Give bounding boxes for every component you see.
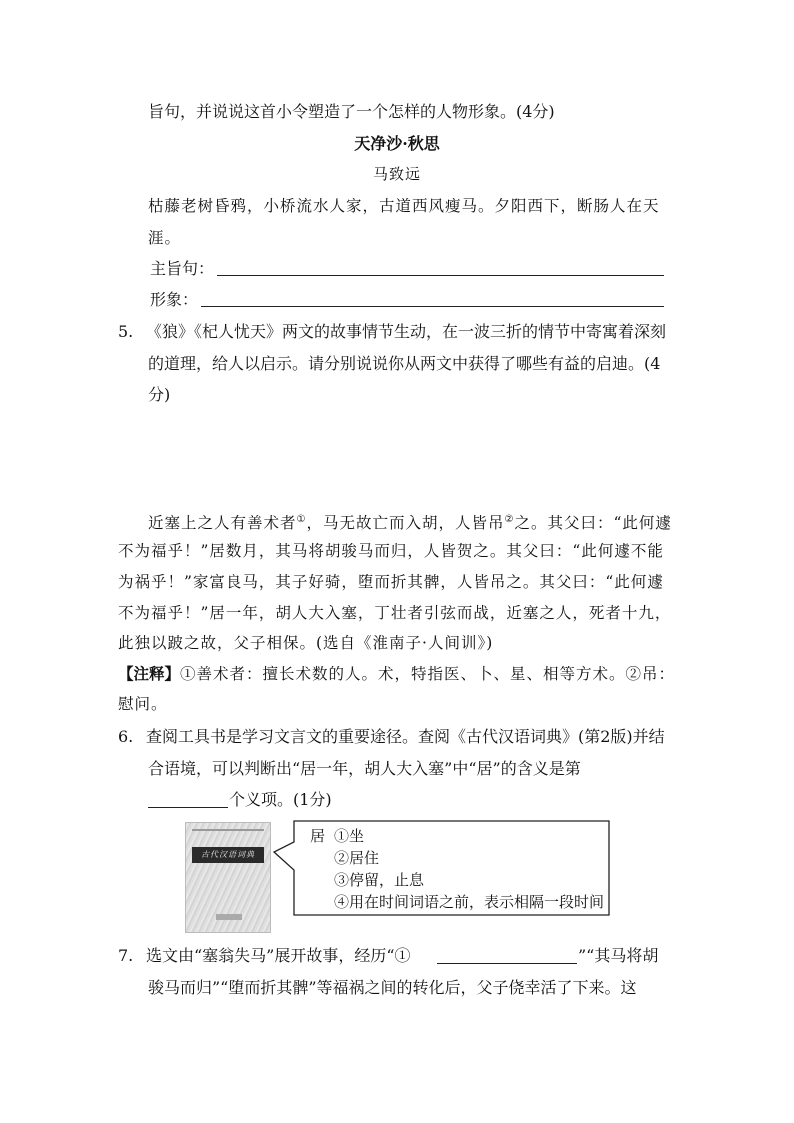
- footnote-marker-1: ①: [296, 514, 307, 525]
- annotation-text: ①善术者：擅长术数的人。术，特指医、卜、星、相等方术。②吊：: [180, 665, 676, 683]
- question-5-line-3: 分): [148, 385, 171, 404]
- passage-text: 近塞上之人有善术者: [148, 514, 297, 533]
- question-7-line-1-start: 选文由“塞翁失马”展开故事，经历“①: [146, 946, 411, 965]
- poem-line-2: 涯。: [148, 229, 182, 247]
- theme-sentence-label: 主旨句：: [150, 259, 215, 278]
- passage-text: ，马无故亡而入胡，人皆吊: [306, 514, 505, 533]
- cover-rule: [192, 829, 264, 831]
- poem-line-1: 枯藤老树昏鸦，小桥流水人家，古道西风瘦马。夕阳西下，断肠人在天: [148, 197, 660, 215]
- footnote-marker-2: ②: [504, 514, 515, 525]
- dictionary-sense-1: ①坐: [334, 827, 365, 845]
- cover-publisher-mark: [216, 914, 242, 920]
- passage-text: 之。其父曰：“此何遽: [514, 514, 672, 533]
- dictionary-headword: 居: [310, 827, 326, 845]
- annotation-label: 【注释】: [118, 664, 181, 683]
- question-6-line-2: 合语境，可以判断出“居一年，胡人大入塞”中“居”的含义是第: [148, 759, 581, 778]
- q4-prompt-continuation: 旨句，并说说这首小令塑造了一个怎样的人物形象。(4分): [148, 102, 555, 121]
- question-5-line-2: 的道理，给人以启示。请分别说说你从两文中获得了哪些有益的启迪。(4: [148, 354, 661, 373]
- question-6-number: 6.: [118, 727, 134, 746]
- poem-title: 天净沙·秋思: [354, 134, 440, 153]
- passage-line-1: [148, 510, 672, 533]
- question-5-number: 5.: [118, 322, 134, 341]
- passage-line-3: 为祸乎！”家富良马，其子好骑，堕而折其髀，人皆吊之。其父曰：“此何遽: [118, 573, 664, 591]
- theme-sentence-answer-blank[interactable]: [217, 275, 664, 276]
- annotation-line-1: [118, 664, 675, 684]
- dictionary-cover-image: [185, 822, 271, 933]
- cover-title-band: 古代汉语词典: [192, 847, 264, 863]
- question-6-line-3: 个义项。(1分): [229, 790, 332, 809]
- passage-line-4: 不为福乎！”居一年，胡人大入塞，丁壮者引弦而战，近塞之人，死者十九，: [118, 604, 672, 622]
- question-7-line-1-end: ”“其马将胡: [578, 946, 659, 965]
- dictionary-sense-4: ④用在时间词语之前，表示相隔一段时间: [334, 893, 605, 911]
- character-image-label: 形象：: [150, 290, 199, 309]
- passage-line-2: 不为福乎！”居数月，其马将胡骏马而归，人皆贺之。其父曰：“此何遽不能: [118, 542, 664, 560]
- poem-author: 马致远: [372, 165, 421, 183]
- question-6-answer-blank[interactable]: [148, 807, 228, 808]
- dictionary-sense-2: ②居住: [334, 849, 380, 867]
- question-5-line-1: 《狼》《杞人忧天》两文的故事情节生动，在一波三折的情节中寄寓着深刻: [146, 322, 667, 341]
- dictionary-sense-3: ③停留，止息: [334, 871, 425, 889]
- question-7-answer-blank-1[interactable]: [437, 963, 577, 964]
- question-6-line-1: 查阅工具书是学习文言文的重要途径。查阅《古代汉语词典》(第2版)并结: [146, 727, 665, 746]
- annotation-line-2: 慰问。: [118, 695, 168, 713]
- passage-line-5: 此独以跛之故，父子相保。(选自《淮南子·人间训》): [118, 634, 494, 652]
- question-7-number: 7.: [118, 946, 134, 965]
- question-7-line-2: 骏马而归”“堕而折其髀”等福祸之间的转化后，父子侥幸活了下来。这: [148, 978, 637, 997]
- character-image-answer-blank[interactable]: [201, 306, 664, 307]
